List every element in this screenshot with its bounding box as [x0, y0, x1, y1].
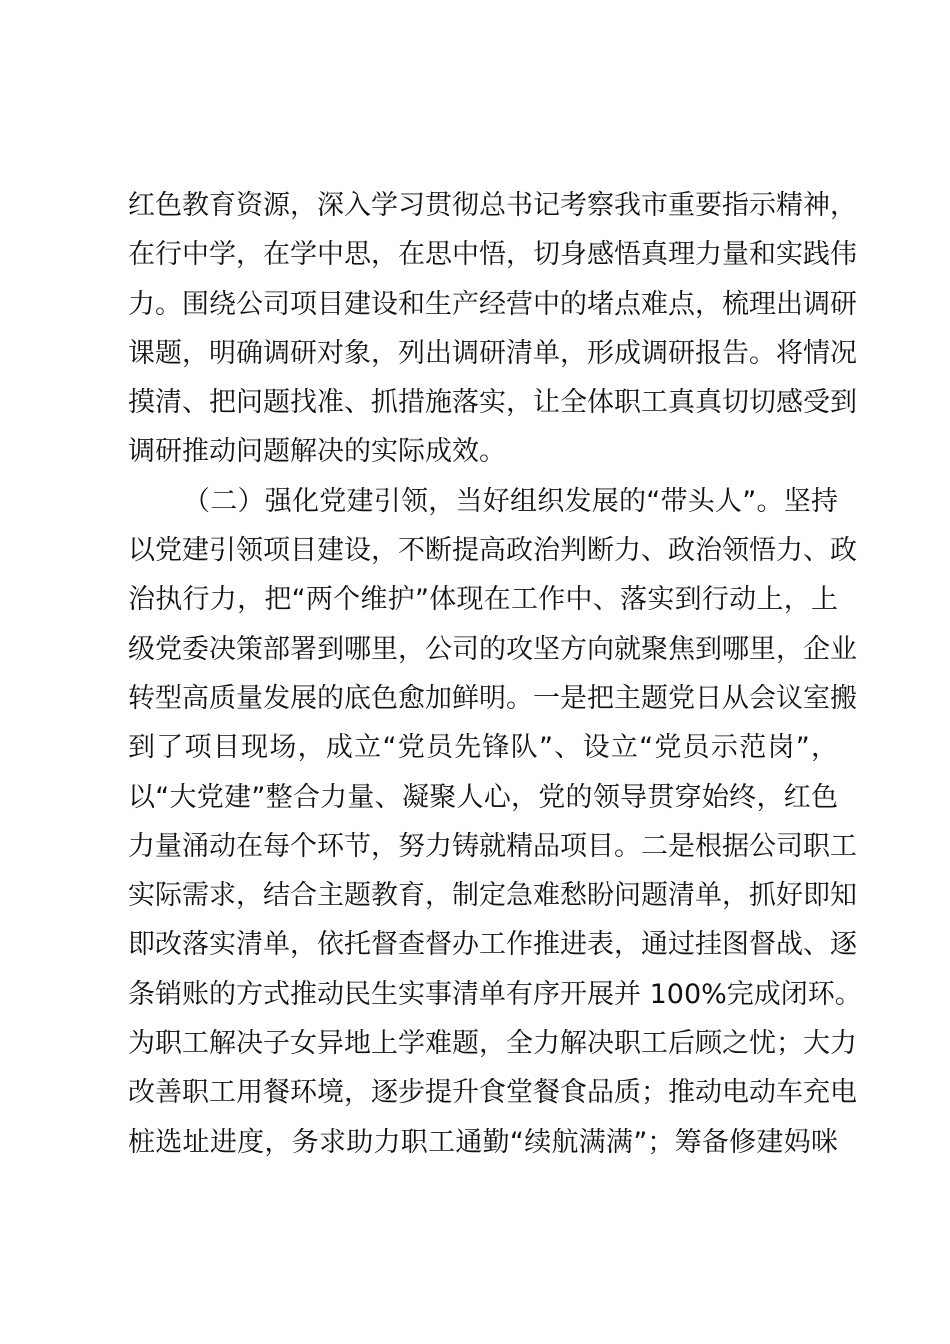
section-heading-line: （二）强化党建引领，当好组织发展的“带头人”。坚持 [183, 485, 838, 517]
text-line: 在行中学，在学中思，在思中悟，切身感悟真理力量和实践伟 [128, 239, 857, 271]
text-line: 治执行力，把“两个维护”体现在工作中、落实到行动上，上 [128, 584, 838, 616]
text-line: 调研推动问题解决的实际成效。 [128, 436, 506, 468]
text-line: 转型高质量发展的底色愈加鲜明。一是把主题党日从会议室搬 [128, 682, 857, 714]
text-line: 以党建引领项目建设，不断提高政治判断力、政治领悟力、政 [128, 535, 857, 567]
text-line: 力。围绕公司项目建设和生产经营中的堵点难点，梳理出调研 [128, 288, 857, 320]
body-text [128, 181, 862, 1167]
text-line: 桩选址进度，务求助力职工通勤“续航满满”；筹备修建妈咪 [128, 1126, 838, 1158]
text-line: 为职工解决子女异地上学难题，全力解决职工后顾之忧；大力 [128, 1028, 857, 1060]
text-line: 改善职工用餐环境，逐步提升食堂餐食品质；推动电动车充电 [128, 1077, 857, 1109]
text-line: 课题，明确调研对象，列出调研清单，形成调研报告。将情况 [128, 337, 857, 369]
text-line: 到了项目现场，成立“党员先锋队”、设立“党员示范岗”， [128, 732, 838, 764]
text-line: 级党委决策部署到哪里，公司的攻坚方向就聚焦到哪里，企业 [128, 633, 857, 665]
text-line: 力量涌动在每个环节，努力铸就精品项目。二是根据公司职工 [128, 830, 857, 862]
text-line: 即改落实清单，依托督查督办工作推进表，通过挂图督战、逐 [128, 929, 857, 961]
text-line: 摸清、把问题找准、抓措施落实，让全体职工真真切切感受到 [128, 387, 857, 419]
text-line: 实际需求，结合主题教育，制定急难愁盼问题清单，抓好即知 [128, 880, 857, 912]
text-line: 条销账的方式推动民生实事清单有序开展并 100%完成闭环。 [128, 978, 862, 1010]
text-line: 红色教育资源，深入学习贯彻总书记考察我市重要指示精神， [128, 190, 857, 221]
text-line: 以“大党建”整合力量、凝聚人心，党的领导贯穿始终，红色 [128, 781, 838, 813]
